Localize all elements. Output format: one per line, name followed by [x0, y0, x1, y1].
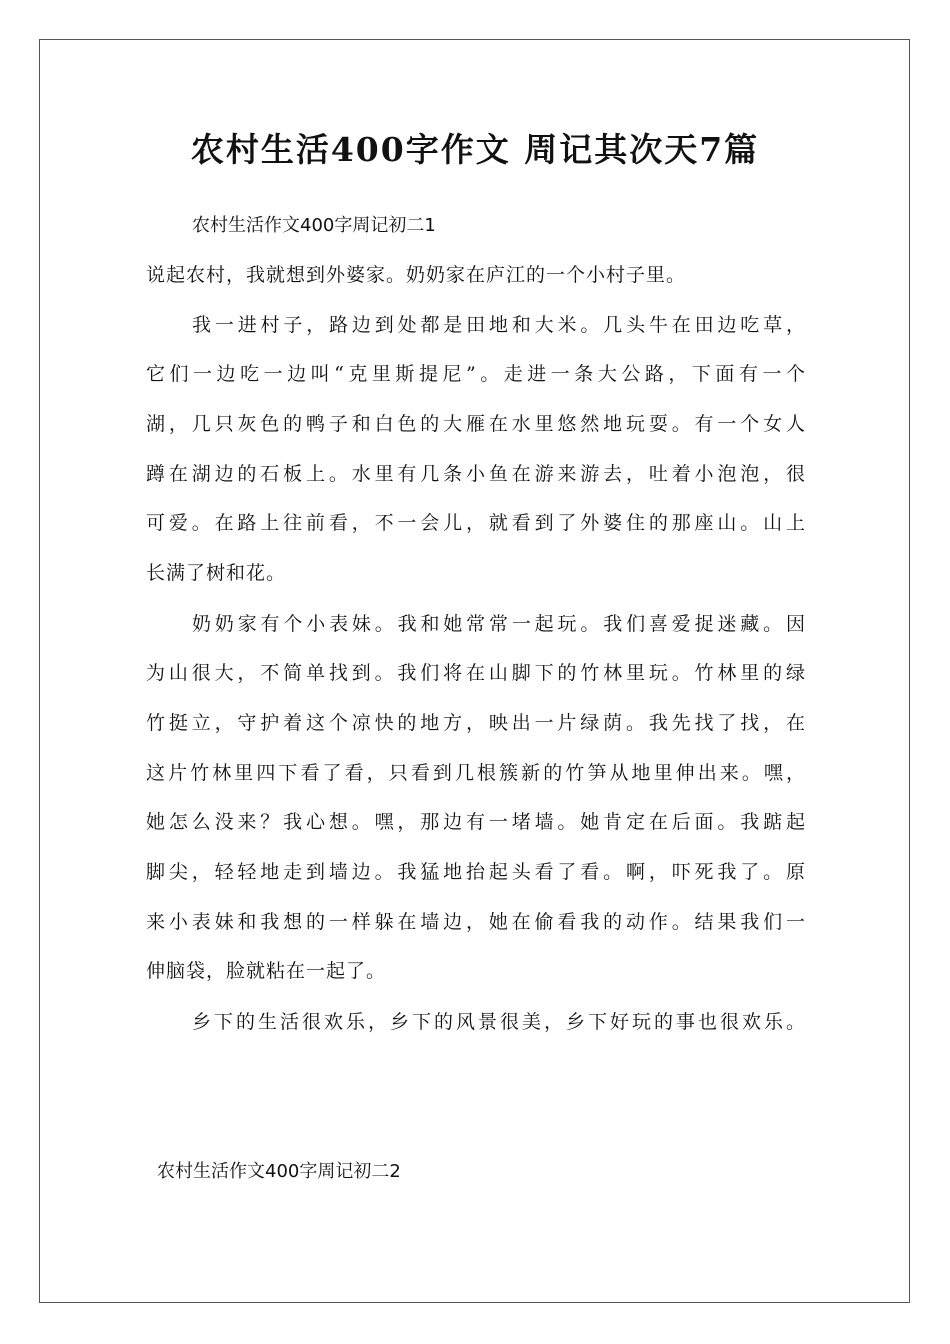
paragraph-line: 为山很大，不简单找到。我们将在山脚下的竹林里玩。竹林里的绿: [146, 662, 806, 684]
paragraph-line: 乡下的生活很欢乐，乡下的风景很美，乡下好玩的事也很欢乐。: [192, 1011, 806, 1033]
paragraph-line: 竹挺立，守护着这个凉快的地方，映出一片绿荫。我先找了找，在: [146, 712, 806, 734]
paragraph-line: 这片竹林里四下看了看，只看到几根簇新的竹笋从地里伸出来。嘿，: [146, 762, 806, 784]
paragraph-line: 说起农村，我就想到外婆家。奶奶家在庐江的一个小村子里。: [146, 264, 687, 286]
paragraph-line: 奶奶家有个小表妹。我和她常常一起玩。我们喜爱捉迷藏。因: [192, 613, 806, 635]
section-heading-2: 农村生活作文400字周记初二2: [157, 1161, 401, 1182]
paragraph-line: 来小表妹和我想的一样躲在墙边，她在偷看我的动作。结果我们一: [146, 911, 806, 933]
paragraph-line: 长满了树和花。: [146, 562, 287, 584]
document-title: 农村生活400字作文 周记其次天7篇: [190, 130, 760, 169]
paragraph-line: 她怎么没来？我心想。嘿，那边有一堵墙。她肯定在后面。我踮起: [146, 811, 806, 833]
paragraph-line: 可爱。在路上往前看，不一会儿，就看到了外婆住的那座山。山上: [146, 512, 806, 534]
paragraph-line: 它们一边吃一边叫“克里斯提尼”。走进一条大公路，下面有一个: [146, 363, 806, 385]
paragraph-line: 伸脑袋，脸就粘在一起了。: [146, 960, 387, 982]
paragraph-line: 我一进村子，路边到处都是田地和大米。几头牛在田边吃草，: [192, 314, 806, 336]
paragraph-line: 湖，几只灰色的鸭子和白色的大雁在水里悠然地玩耍。有一个女人: [146, 413, 806, 435]
section-heading-1: 农村生活作文400字周记初二1: [192, 215, 436, 236]
paragraph-line: 蹲在湖边的石板上。水里有几条小鱼在游来游去，吐着小泡泡，很: [146, 463, 806, 485]
paragraph-line: 脚尖，轻轻地走到墙边。我猛地抬起头看了看。啊，吓死我了。原: [146, 861, 806, 883]
